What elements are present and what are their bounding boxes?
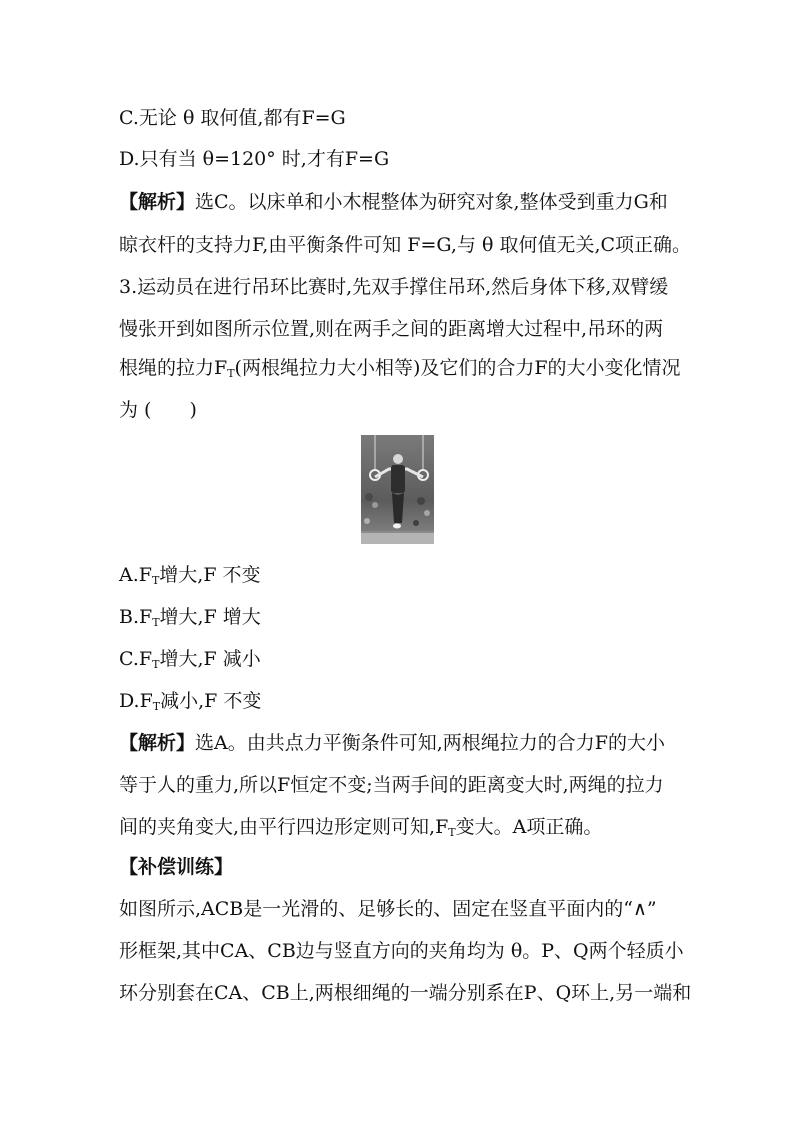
text-fragment: 减小,F 不变 bbox=[160, 690, 262, 712]
text-fragment: 根绳的拉力F bbox=[119, 357, 228, 379]
option-d-previous: D.只有当 θ=120° 时,才有F=G bbox=[119, 148, 390, 170]
question-3-line-4: 为 ( ) bbox=[119, 399, 197, 421]
gymnast-on-rings-photo-icon bbox=[361, 435, 434, 544]
analysis-3-line-3 bbox=[119, 815, 602, 839]
extra-problem-line-1: 如图所示,ACB是一光滑的、足够长的、固定在竖直平面内的“∧” bbox=[119, 898, 657, 920]
text-fragment: C.F bbox=[119, 648, 153, 670]
text-fragment: (两根绳拉力大小相等)及它们的合力F的大小变化情况 bbox=[234, 357, 681, 379]
subscript-t: T bbox=[448, 826, 456, 839]
text-fragment: A.F bbox=[119, 564, 152, 586]
text-fragment: 增大,F 不变 bbox=[159, 564, 261, 586]
subscript-t: T bbox=[152, 616, 160, 629]
text-fragment: D.F bbox=[119, 690, 153, 712]
analysis-2-line-1 bbox=[119, 190, 668, 214]
option-c-previous: C.无论 θ 取何值,都有F=G bbox=[119, 107, 346, 129]
analysis-3-line-1 bbox=[119, 731, 665, 755]
text-fragment: 增大,F 减小 bbox=[159, 648, 261, 670]
analysis-2-line-2: 晾衣杆的支持力F,由平衡条件可知 F=G,与 θ 取何值无关,C项正确。 bbox=[119, 234, 692, 256]
analysis-text: 选A。由共点力平衡条件可知,两根绳拉力的合力F的大小 bbox=[195, 732, 665, 754]
compensation-training-heading: 【补偿训练】 bbox=[119, 856, 234, 878]
subscript-t: T bbox=[152, 658, 160, 671]
extra-problem-line-2: 形框架,其中CA、CB边与竖直方向的夹角均为 θ。P、Q两个轻质小 bbox=[119, 940, 684, 962]
text-fragment: 增大,F 增大 bbox=[159, 606, 261, 628]
subscript-t: T bbox=[151, 574, 160, 587]
analysis-text: 选C。以床单和小木棍整体为研究对象,整体受到重力G和 bbox=[195, 191, 668, 213]
analysis-tag: 【解析】 bbox=[119, 191, 196, 213]
analysis-tag: 【解析】 bbox=[119, 732, 196, 754]
text-fragment: B.F bbox=[119, 606, 153, 628]
subscript-t: T bbox=[152, 700, 161, 713]
subscript-t: T bbox=[227, 367, 235, 380]
option-a bbox=[119, 563, 261, 587]
question-3-line-3 bbox=[119, 356, 681, 380]
question-3-line-2: 慢张开到如图所示位置,则在两手之间的距离增大过程中,吊环的两 bbox=[119, 318, 664, 340]
analysis-3-line-2: 等于人的重力,所以F恒定不变;当两手间的距离变大时,两绳的拉力 bbox=[119, 774, 664, 796]
question-3-line-1: 3.运动员在进行吊环比赛时,先双手撑住吊环,然后身体下移,双臂缓 bbox=[119, 276, 669, 298]
extra-problem-line-3: 环分别套在CA、CB上,两根细绳的一端分别系在P、Q环上,另一端和 bbox=[119, 982, 692, 1004]
option-b bbox=[119, 605, 261, 629]
text-fragment: 变大。A项正确。 bbox=[455, 816, 603, 838]
text-fragment: 间的夹角变大,由平行四边形定则可知,F bbox=[119, 816, 449, 838]
option-c bbox=[119, 647, 261, 671]
option-d bbox=[119, 689, 261, 713]
